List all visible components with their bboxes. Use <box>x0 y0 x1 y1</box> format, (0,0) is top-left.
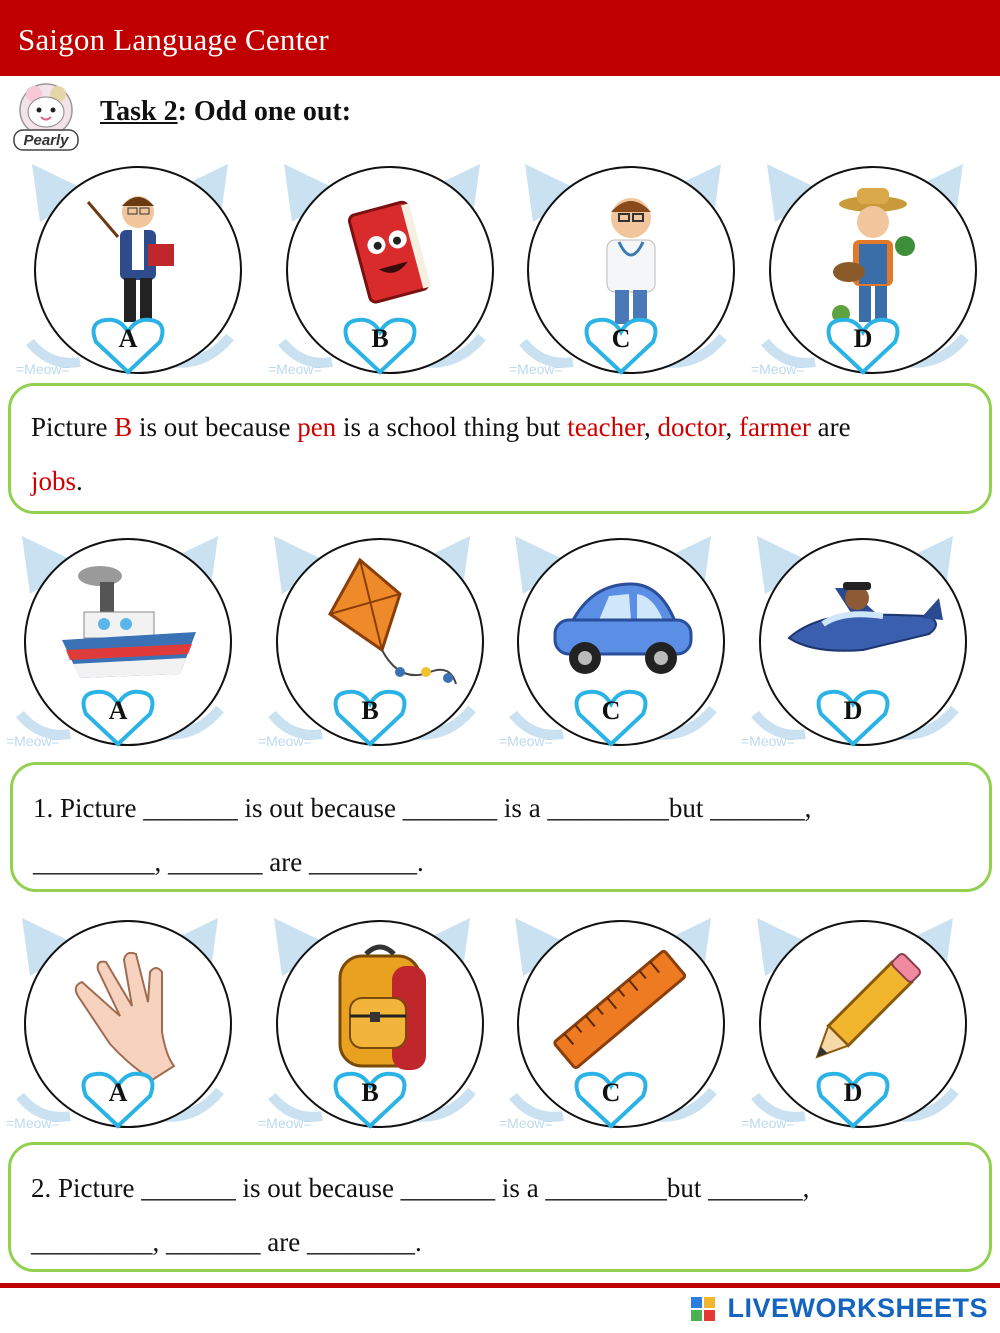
option-letter: D <box>843 696 863 725</box>
svg-text:=Meow=: =Meow= <box>258 1115 312 1131</box>
liveworksheets-brand[interactable]: LIVEWORKSHEETS <box>727 1293 988 1323</box>
liveworksheets-logo-icon <box>690 1296 716 1322</box>
picture-card-d[interactable] <box>735 524 965 754</box>
picture-card-b[interactable] <box>252 524 482 754</box>
task-title: : Odd one out: <box>177 96 352 127</box>
svg-text:=Meow=: =Meow= <box>751 361 805 377</box>
option-letter: C <box>611 324 631 353</box>
book-icon <box>310 182 470 332</box>
picture-card-d[interactable] <box>745 152 975 382</box>
task-heading <box>100 96 351 128</box>
svg-text:Pearly: Pearly <box>23 132 69 149</box>
picture-row-2 <box>0 524 1000 754</box>
example-line-1: Picture B is out because pen is a school thing but teacher, doctor, farmer are <box>31 412 851 442</box>
picture-row-3 <box>0 906 1000 1136</box>
picture-card-b[interactable] <box>252 906 482 1136</box>
svg-text:=Meow=: =Meow= <box>16 361 70 377</box>
question-1-line-2: _________, _______ are ________. <box>33 847 424 877</box>
svg-text:=Meow=: =Meow= <box>499 1115 553 1131</box>
airplane-icon <box>783 554 943 704</box>
picture-card-c[interactable] <box>503 152 733 382</box>
ruler-icon <box>541 936 701 1086</box>
picture-card-a[interactable] <box>10 152 240 382</box>
question-1-line-1: 1. Picture _______ is out because _______ is a _________but _______, <box>33 793 812 823</box>
option-letter: B <box>361 696 379 725</box>
option-letter: C <box>601 696 621 725</box>
option-letter: D <box>843 1078 863 1107</box>
option-letter: A <box>118 324 138 353</box>
example-answer-box <box>8 383 992 514</box>
task-label: Task 2 <box>100 96 178 127</box>
option-letter: C <box>601 1078 621 1107</box>
option-letter: A <box>108 1078 128 1107</box>
picture-card-c[interactable] <box>493 524 723 754</box>
picture-card-a[interactable] <box>0 906 230 1136</box>
example-line-2: jobs. <box>31 466 83 496</box>
header-bar <box>0 0 1000 76</box>
svg-text:=Meow=: =Meow= <box>258 733 312 749</box>
svg-text:=Meow=: =Meow= <box>6 1115 60 1131</box>
pearly-logo <box>10 82 82 152</box>
svg-text:=Meow=: =Meow= <box>268 361 322 377</box>
svg-text:=Meow=: =Meow= <box>741 1115 795 1131</box>
question-2-line-2: _________, _______ are ________. <box>31 1227 422 1257</box>
teacher-icon <box>58 182 218 332</box>
kite-icon <box>300 554 460 704</box>
option-letter: D <box>853 324 873 353</box>
picture-card-a[interactable] <box>0 524 230 754</box>
hand-icon <box>48 936 208 1086</box>
svg-text:=Meow=: =Meow= <box>6 733 60 749</box>
boat-icon <box>48 554 208 704</box>
option-letter: A <box>108 696 128 725</box>
question-1-box[interactable] <box>10 762 992 892</box>
doctor-icon <box>551 182 711 332</box>
backpack-icon <box>300 936 460 1086</box>
option-letter: B <box>371 324 389 353</box>
picture-card-c[interactable] <box>493 906 723 1136</box>
svg-text:=Meow=: =Meow= <box>499 733 553 749</box>
picture-row-1 <box>0 152 1000 382</box>
question-2-box[interactable] <box>8 1142 992 1272</box>
car-icon <box>541 554 701 704</box>
header-title: Saigon Language Center <box>18 22 329 57</box>
option-letter: B <box>361 1078 379 1107</box>
farmer-icon <box>793 182 953 332</box>
svg-text:=Meow=: =Meow= <box>509 361 563 377</box>
picture-card-b[interactable] <box>262 152 492 382</box>
picture-card-d[interactable] <box>735 906 965 1136</box>
svg-text:=Meow=: =Meow= <box>741 733 795 749</box>
question-2-line-1: 2. Picture _______ is out because _______ is a _________but _______, <box>31 1173 810 1203</box>
footer-divider <box>0 1283 1000 1288</box>
pencil-icon <box>783 936 943 1086</box>
